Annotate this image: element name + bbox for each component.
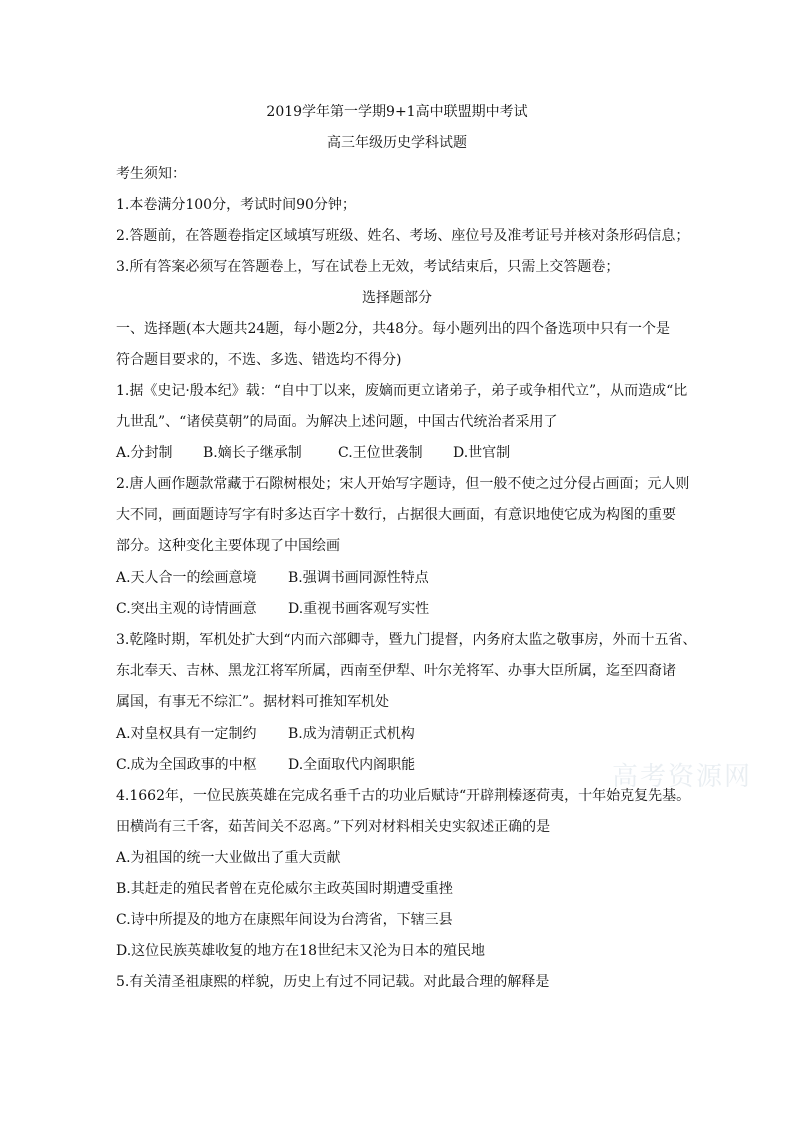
question-2-stem: 2.唐人画作题款常藏于石隙树根处；宋人开始写字题诗，但一般不使之过分侵占画面；元人则 <box>116 476 690 492</box>
question-1-option-a: A.分封制 <box>116 445 173 461</box>
question-2-stem: 大不同，画面题诗写字有时多达百字十数行，占据很大画面，有意识地使它成为构图的重要 <box>116 507 676 523</box>
notice-item: 2.答题前，在答题卷指定区域填写班级、姓名、考场、座位号及准考证号并核对条形码信息； <box>116 228 690 244</box>
question-3-option-c: C.成为全国政事的中枢 <box>116 757 257 773</box>
question-4-option-c: C.诗中所提及的地方在康熙年间设为台湾省，下辖三县 <box>116 912 453 928</box>
watermark: 高考资源网 <box>612 762 753 792</box>
question-4-option-d: D.这位民族英雄收复的地方在18世纪末又沦为日本的殖民地 <box>116 943 485 959</box>
question-3-option-d: D.全面取代内阁职能 <box>288 757 416 773</box>
question-2-option-a: A.天人合一的绘画意境 <box>116 570 257 586</box>
question-4-option-b: B.其赶走的殖民者曾在克伦威尔主政英国时期遭受重挫 <box>116 881 453 897</box>
question-3-stem: 3.乾隆时期，军机处扩大到“内而六部卿寺，暨九门提督，内务府太监之敬事房，外而十五省、 <box>116 632 697 648</box>
section-title: 选择题部分 <box>362 290 432 306</box>
question-1-stem: 1.据《史记·殷本纪》载：“自中丁以来，废嫡而更立诸弟子，弟子或争相代立”，从而造成“比 <box>116 383 688 399</box>
question-4-stem: 4.1662年，一位民族英雄在完成名垂千古的功业后赋诗“开辟荆榛逐荷夷，十年始克复先基。 <box>116 788 691 804</box>
question-1-option-b: B.嫡长子继承制 <box>203 445 302 461</box>
question-2-option-b: B.强调书画同源性特点 <box>288 570 429 586</box>
section-instruction: 符合题目要求的，不选、多选、错选均不得分) <box>116 352 402 368</box>
question-5-stem: 5.有关清圣祖康熙的样貌，历史上有过不同记载。对此最合理的解释是 <box>116 974 550 990</box>
exam-subtitle: 高三年级历史学科试题 <box>327 135 467 151</box>
question-3-stem: 东北奉天、吉林、黑龙江将军所属，西南至伊犁、叶尔羌将军、办事大臣所属，迄至四裔诸 <box>116 663 676 679</box>
question-2-option-c: C.突出主观的诗情画意 <box>116 601 257 617</box>
question-3-option-a: A.对皇权具有一定制约 <box>116 726 257 742</box>
exam-title: 2019学年第一学期9+1高中联盟期中考试 <box>266 104 528 120</box>
question-3-stem: 属国，有事无不综汇”。据材料可推知军机处 <box>116 694 390 710</box>
notice-item: 1.本卷满分100分，考试时间90分钟； <box>116 197 356 213</box>
section-instruction: 一、选择题(本大题共24题，每小题2分，共48分。每小题列出的四个备选项中只有一个是 <box>116 321 670 337</box>
question-2-option-d: D.重视书画客观写实性 <box>288 601 430 617</box>
notice-item: 3.所有答案必须写在答题卷上，写在试卷上无效，考试结束后，只需上交答题卷； <box>116 259 620 275</box>
question-2-stem: 部分。这种变化主要体现了中国绘画 <box>116 538 340 554</box>
question-4-option-a: A.为祖国的统一大业做出了重大贡献 <box>116 850 341 866</box>
question-1-option-d: D.世官制 <box>453 445 511 461</box>
question-3-option-b: B.成为清朝正式机构 <box>288 726 415 742</box>
question-1-option-c: C.王位世袭制 <box>338 445 423 461</box>
notice-heading: 考生须知： <box>116 166 186 182</box>
question-1-stem: 九世乱”、“诸侯莫朝”的局面。为解决上述问题，中国古代统治者采用了 <box>116 414 558 430</box>
question-4-stem: 田横尚有三千客，茹苦间关不忍离。”下列对材料相关史实叙述正确的是 <box>116 819 551 835</box>
